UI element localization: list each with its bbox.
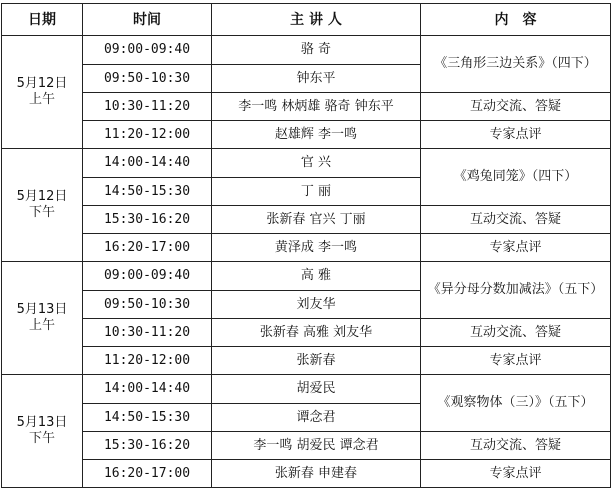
- review-cell: 专家点评: [421, 121, 611, 149]
- session-date-cell: [2, 262, 83, 375]
- session-period: 下午: [28, 431, 55, 446]
- topic-cell: 《鸡兔同笼》（四下）: [421, 149, 611, 206]
- review-cell: 专家点评: [421, 347, 611, 375]
- session-day: 5月12日: [16, 76, 68, 91]
- table-row: [2, 234, 611, 262]
- header-row: [2, 4, 611, 36]
- session-date-cell: [2, 375, 83, 488]
- table-row: [2, 460, 611, 488]
- time-cell: 09:50-10:30: [83, 65, 212, 93]
- time-cell: 16:20-17:00: [83, 234, 212, 262]
- table-row: [2, 121, 611, 149]
- session-date-cell: [2, 36, 83, 149]
- session-period: 上午: [28, 92, 55, 107]
- topic-cell: 《三角形三边关系》（四下）: [421, 36, 611, 93]
- speaker-cell: 赵雄辉 李一鸣: [212, 121, 421, 149]
- time-cell: 14:00-14:40: [83, 149, 212, 178]
- speaker-cell: 李一鸣 胡爱民 谭念君: [212, 432, 421, 460]
- session-day: 5月12日: [16, 189, 68, 204]
- time-cell: 10:30-11:20: [83, 319, 212, 347]
- review-cell: 专家点评: [421, 234, 611, 262]
- session-day: 5月13日: [16, 302, 68, 317]
- time-cell: 09:00-09:40: [83, 36, 212, 65]
- time-cell: 16:20-17:00: [83, 460, 212, 488]
- time-cell: 09:00-09:40: [83, 262, 212, 291]
- header-date: 日期: [2, 4, 83, 36]
- session-period: 下午: [28, 205, 55, 220]
- table-row: [2, 206, 611, 234]
- discussion-cell: 互动交流、答疑: [421, 319, 611, 347]
- review-cell: 专家点评: [421, 460, 611, 488]
- time-cell: 14:00-14:40: [83, 375, 212, 404]
- session-period: 上午: [28, 318, 55, 333]
- discussion-cell: 互动交流、答疑: [421, 432, 611, 460]
- speaker-cell: 张新春: [212, 347, 421, 375]
- header-speaker: 主 讲 人: [212, 4, 421, 36]
- time-cell: 14:50-15:30: [83, 178, 212, 206]
- discussion-cell: 互动交流、答疑: [421, 206, 611, 234]
- header-time: 时间: [83, 4, 212, 36]
- time-cell: 10:30-11:20: [83, 93, 212, 121]
- speaker-cell: 胡爱民: [212, 375, 421, 404]
- topic-cell: 《异分母分数加减法》（五下）: [421, 262, 611, 319]
- speaker-cell: 高 雅: [212, 262, 421, 291]
- discussion-cell: 互动交流、答疑: [421, 93, 611, 121]
- table-row: [2, 347, 611, 375]
- session-block: [2, 262, 611, 375]
- table-row: [2, 262, 611, 291]
- table-row: [2, 149, 611, 178]
- topic-cell: 《观察物体（三）》（五下）: [421, 375, 611, 432]
- speaker-cell: 黄泽成 李一鸣: [212, 234, 421, 262]
- time-cell: 11:20-12:00: [83, 347, 212, 375]
- time-cell: 09:50-10:30: [83, 291, 212, 319]
- session-date-cell: [2, 149, 83, 262]
- time-cell: 15:30-16:20: [83, 206, 212, 234]
- time-cell: 14:50-15:30: [83, 404, 212, 432]
- speaker-cell: 钟东平: [212, 65, 421, 93]
- session-block: [2, 375, 611, 488]
- speaker-cell: 张新春 高雅 刘友华: [212, 319, 421, 347]
- speaker-cell: 丁 丽: [212, 178, 421, 206]
- speaker-cell: 官 兴: [212, 149, 421, 178]
- speaker-cell: 张新春 申建春: [212, 460, 421, 488]
- time-cell: 15:30-16:20: [83, 432, 212, 460]
- session-block: [2, 36, 611, 149]
- table-row: [2, 375, 611, 404]
- table-row: [2, 93, 611, 121]
- speaker-cell: 谭念君: [212, 404, 421, 432]
- session-block: [2, 149, 611, 262]
- speaker-cell: 骆 奇: [212, 36, 421, 65]
- table-row: [2, 319, 611, 347]
- table-row: [2, 36, 611, 65]
- table-row: [2, 432, 611, 460]
- header-content: 内 容: [421, 4, 611, 36]
- speaker-cell: 刘友华: [212, 291, 421, 319]
- session-day: 5月13日: [16, 415, 68, 430]
- time-cell: 11:20-12:00: [83, 121, 212, 149]
- speaker-cell: 李一鸣 林炳雄 骆奇 钟东平: [212, 93, 421, 121]
- speaker-cell: 张新春 官兴 丁丽: [212, 206, 421, 234]
- schedule-table: [1, 3, 611, 488]
